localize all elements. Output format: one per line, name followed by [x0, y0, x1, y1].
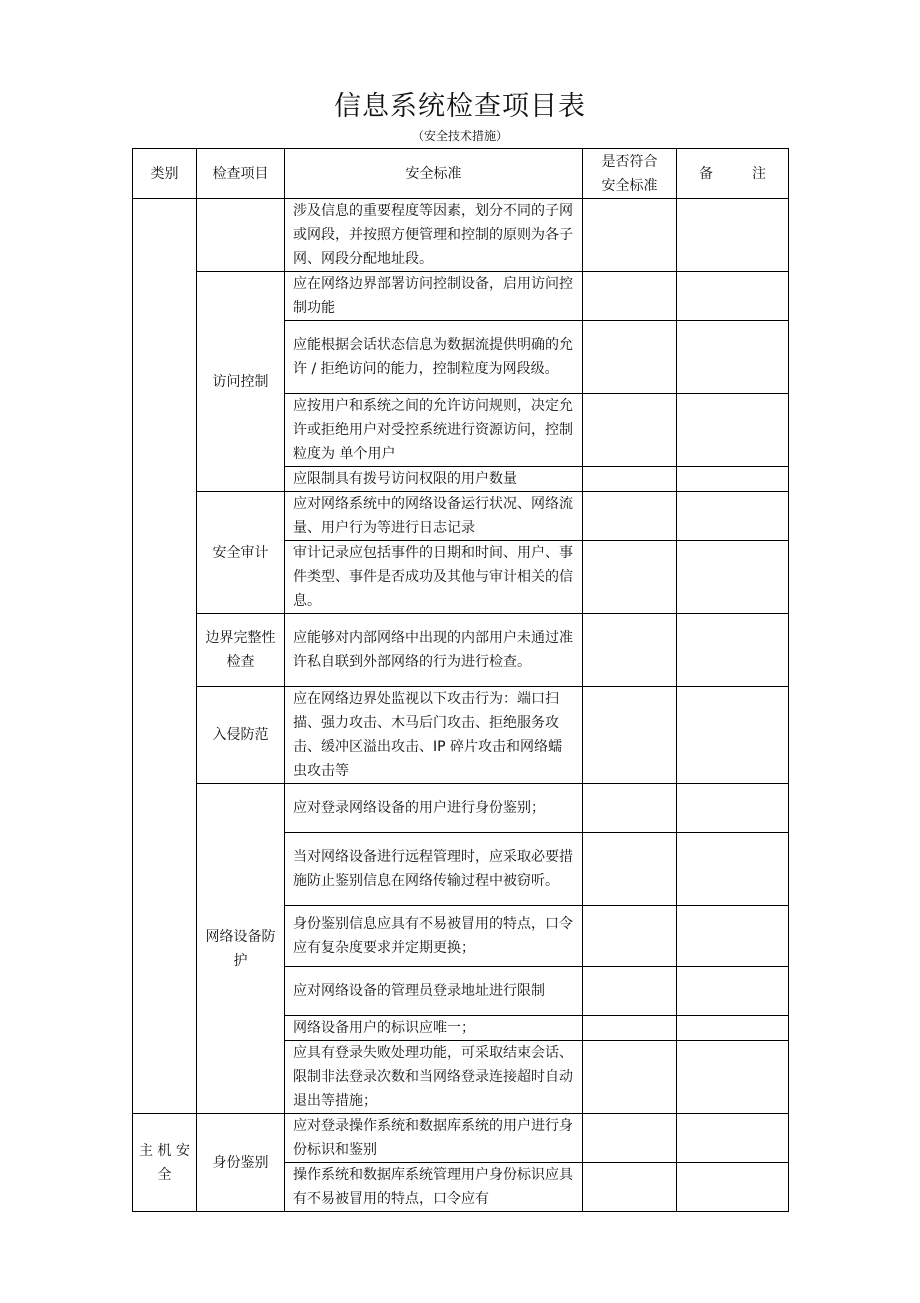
conform-cell[interactable] [583, 199, 677, 272]
header-notes-char1: 备 [699, 165, 714, 182]
table-row [133, 614, 789, 687]
page-title: 信息系统检查项目表 [334, 91, 586, 122]
conform-cell[interactable] [583, 967, 677, 1016]
item-intrusion-prevention: 入侵防范 [197, 687, 285, 784]
conform-cell[interactable] [583, 784, 677, 833]
standard-cell: 应对网络系统中的网络设备运行状况、网络流量、用户行为等进行日志记录 [285, 492, 583, 541]
notes-cell[interactable] [677, 784, 789, 833]
notes-cell[interactable] [677, 541, 789, 614]
category-host-security: 主 机 安全 [133, 1114, 197, 1212]
category-cell-network [133, 199, 197, 1114]
notes-cell[interactable] [677, 833, 789, 906]
notes-cell[interactable] [677, 321, 789, 394]
header-notes [677, 149, 789, 199]
table-row [133, 272, 789, 321]
standard-cell: 操作系统和数据库系统管理用户身份标识应具有不易被冒用的特点，口令应有 [285, 1163, 583, 1212]
notes-cell[interactable] [677, 1114, 789, 1163]
notes-cell[interactable] [677, 199, 789, 272]
standard-cell: 应对登录网络设备的用户进行身份鉴别； [285, 784, 583, 833]
table-row [133, 1114, 789, 1163]
notes-cell[interactable] [677, 1016, 789, 1041]
header-conform-line2: 安全标准 [601, 177, 658, 194]
header-conform-line1: 是否符合 [601, 153, 658, 170]
conform-cell[interactable] [583, 492, 677, 541]
conform-cell[interactable] [583, 1016, 677, 1041]
item-boundary-check: 边界完整性检查 [197, 614, 285, 687]
standard-cell: 应具有登录失败处理功能，可采取结束会话、限制非法登录次数和当网络登录连接超时自动退出等措施； [285, 1041, 583, 1114]
conform-cell[interactable] [583, 614, 677, 687]
item-security-audit: 安全审计 [197, 492, 285, 614]
inspection-table [132, 148, 789, 1212]
standard-cell: 应在网络边界部署访问控制设备，启用访问控制功能 [285, 272, 583, 321]
standard-cell: 涉及信息的重要程度等因素，划分不同的子网或网段，并按照方便管理和控制的原则为各子网、网段分配地址段。 [285, 199, 583, 272]
item-network-device-protection: 网络设备防护 [197, 784, 285, 1114]
notes-cell[interactable] [677, 394, 789, 467]
table-row [133, 784, 789, 833]
conform-cell[interactable] [583, 321, 677, 394]
notes-cell[interactable] [677, 1163, 789, 1212]
notes-cell[interactable] [677, 687, 789, 784]
standard-cell: 身份鉴别信息应具有不易被冒用的特点，口令应有复杂度要求并定期更换； [285, 906, 583, 967]
notes-cell[interactable] [677, 906, 789, 967]
conform-cell[interactable] [583, 1041, 677, 1114]
header-category: 类别 [133, 149, 197, 199]
header-standard: 安全标准 [285, 149, 583, 199]
notes-cell[interactable] [677, 614, 789, 687]
conform-cell[interactable] [583, 833, 677, 906]
standard-cell: 应限制具有拨号访问权限的用户数量 [285, 467, 583, 492]
standard-cell: 应对网络设备的管理员登录地址进行限制 [285, 967, 583, 1016]
table-header-row [133, 149, 789, 199]
conform-cell[interactable] [583, 1163, 677, 1212]
header-conform [583, 149, 677, 199]
notes-cell[interactable] [677, 272, 789, 321]
item-access-control: 访问控制 [197, 272, 285, 492]
header-item: 检查项目 [197, 149, 285, 199]
standard-cell: 应对登录操作系统和数据库系统的用户进行身份标识和鉴别 [285, 1114, 583, 1163]
conform-cell[interactable] [583, 272, 677, 321]
conform-cell[interactable] [583, 906, 677, 967]
conform-cell[interactable] [583, 687, 677, 784]
item-cell-empty [197, 199, 285, 272]
notes-cell[interactable] [677, 1041, 789, 1114]
conform-cell[interactable] [583, 541, 677, 614]
table-row [133, 687, 789, 784]
standard-cell: 应能根据会话状态信息为数据流提供明确的允许 / 拒绝访问的能力，控制粒度为网段级。 [285, 321, 583, 394]
standard-cell: 网络设备用户的标识应唯一； [285, 1016, 583, 1041]
notes-cell[interactable] [677, 467, 789, 492]
standard-cell: 应在网络边界处监视以下攻击行为：端口扫描、强力攻击、木马后门攻击、拒绝服务攻击、缓冲区溢出攻击、IP 碎片攻击和网络蠕虫攻击等 [285, 687, 583, 784]
page-subtitle: （安全技术措施） [411, 129, 508, 143]
standard-cell: 审计记录应包括事件的日期和时间、用户、事件类型、事件是否成功及其他与审计相关的信息。 [285, 541, 583, 614]
notes-cell[interactable] [677, 967, 789, 1016]
item-identity-authentication: 身份鉴别 [197, 1114, 285, 1212]
conform-cell[interactable] [583, 467, 677, 492]
table-row [133, 492, 789, 541]
conform-cell[interactable] [583, 394, 677, 467]
notes-cell[interactable] [677, 492, 789, 541]
standard-cell: 当对网络设备进行远程管理时，应采取必要措施防止鉴别信息在网络传输过程中被窃听。 [285, 833, 583, 906]
standard-cell: 应能够对内部网络中出现的内部用户未通过准许私自联到外部网络的行为进行检查。 [285, 614, 583, 687]
header-notes-char2: 注 [751, 165, 766, 182]
conform-cell[interactable] [583, 1114, 677, 1163]
table-row [133, 199, 789, 272]
standard-cell: 应按用户和系统之间的允许访问规则，决定允许或拒绝用户对受控系统进行资源访问，控制粒度为 单个用户 [285, 394, 583, 467]
